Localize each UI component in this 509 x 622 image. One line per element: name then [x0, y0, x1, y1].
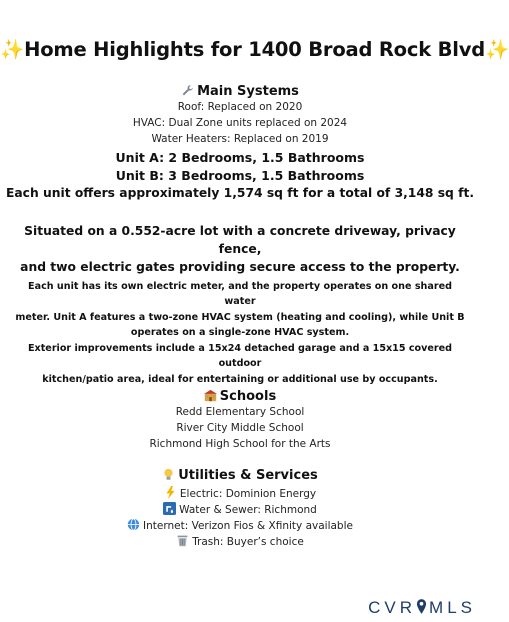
water-text: Water & Sewer: Richmond [179, 504, 317, 516]
logo-text-left: CVR [368, 598, 417, 617]
water-info [0, 502, 480, 516]
lightning-icon [164, 486, 177, 499]
trash-text: Trash: Buyer’s choice [192, 536, 304, 548]
trash-can-icon [176, 534, 189, 547]
unit-a-info: Unit A: 2 Bedrooms, 1.5 Bathrooms [115, 150, 365, 165]
sparkle-icon: ✨ [0, 38, 25, 61]
exterior-description [12, 341, 468, 387]
water-heaters-info: Water Heaters: Replaced on 2019 [151, 133, 329, 145]
meters-line: meter. Unit A features a two-zone HVAC system (heating and cooling), while Unit B [15, 311, 465, 323]
lot-line: and two electric gates providing secure access to the property. [20, 259, 460, 274]
internet-info [0, 518, 480, 532]
electric-text: Electric: Dominion Energy [179, 488, 317, 500]
schools-heading [0, 389, 480, 404]
school-item: Redd Elementary School [175, 406, 305, 418]
map-pin-icon [416, 599, 427, 614]
meters-description [12, 279, 468, 340]
main-systems-heading-text: Main Systems [197, 84, 299, 99]
unit-b-info: Unit B: 3 Bedrooms, 1.5 Bathrooms [115, 168, 365, 183]
internet-text: Internet: Verizon Fios & Xfinity available [143, 520, 353, 532]
roof-info: Roof: Replaced on 2020 [177, 101, 303, 113]
lot-description [12, 223, 468, 276]
meters-line: operates on a single-zone HVAC system. [130, 327, 350, 339]
page-title [0, 38, 509, 61]
sqft-info: Each unit offers approximately 1,574 sq ft for a total of 3,148 sq ft. [5, 186, 475, 200]
water-tap-icon [163, 502, 176, 515]
schools-heading-text: Schools [219, 389, 277, 404]
lot-line: Situated on a 0.552-acre lot with a concrete driveway, privacy fence, [24, 224, 456, 256]
sparkle-icon: ✨ [485, 38, 509, 61]
lightbulb-icon [162, 468, 175, 481]
globe-icon [127, 518, 140, 531]
exterior-line: kitchen/patio area, ideal for entertaining or additional use by occupants. [42, 373, 438, 385]
main-systems-heading [0, 84, 480, 99]
cvrmls-logo [368, 598, 476, 618]
school-item: Richmond High School for the Arts [149, 438, 331, 450]
school-item: River City Middle School [176, 422, 304, 434]
exterior-line: Exterior improvements include a 15x24 detached garage and a 15x15 covered outdoor [27, 343, 453, 370]
electric-info [0, 486, 480, 500]
page-title-text: Home Highlights for 1400 Broad Rock Blvd [24, 38, 485, 61]
hvac-info: HVAC: Dual Zone units replaced on 2024 [132, 117, 348, 129]
meters-line: Each unit has its own electric meter, and the property operates on one shared water [28, 281, 452, 308]
trash-info [0, 534, 480, 548]
logo-text-right: MLS [429, 598, 476, 617]
wrench-icon [181, 84, 194, 97]
school-icon [204, 389, 217, 402]
utilities-heading [0, 468, 480, 483]
utilities-heading-text: Utilities & Services [178, 468, 318, 483]
